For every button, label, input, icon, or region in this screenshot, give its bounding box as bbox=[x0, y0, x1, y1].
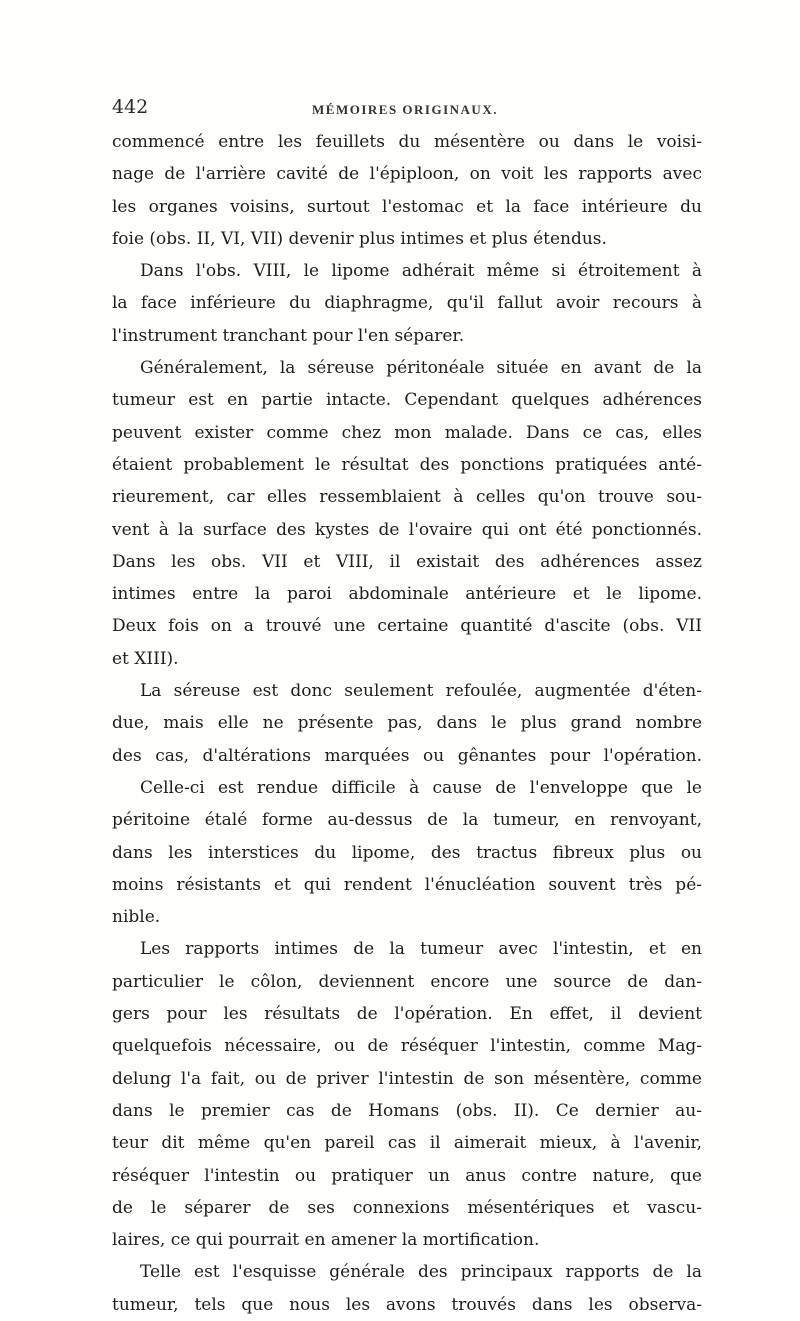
text-line: Les rapports intimes de la tumeur avec l'intestin, et en bbox=[140, 939, 702, 960]
text-line: intimes entre la paroi abdominale antérieure et le lipome. bbox=[112, 584, 702, 605]
text-line: réséquer l'intestin ou pratiquer un anus contre nature, que bbox=[112, 1165, 702, 1186]
text-line: peuvent exister comme chez mon malade. Dans ce cas, elles bbox=[112, 422, 702, 443]
text-line: péritoine étalé forme au-dessus de la tumeur, en renvoyant, bbox=[112, 810, 702, 831]
text-line: étaient probablement le résultat des ponctions pratiquées anté- bbox=[112, 454, 702, 475]
text-line: gers pour les résultats de l'opération. En effet, il devient bbox=[112, 1004, 702, 1025]
text-line: Dans l'obs. VIII, le lipome adhérait même si étroitement à bbox=[140, 261, 702, 282]
text-line: Généralement, la séreuse péritonéale située en avant de la bbox=[140, 358, 702, 379]
text-line: foie (obs. II, VI, VII) devenir plus intimes et plus étendus. bbox=[112, 228, 607, 249]
text-line: rieurement, car elles ressemblaient à celles qu'on trouve sou- bbox=[112, 487, 702, 508]
text-line: quelquefois nécessaire, ou de réséquer l'intestin, comme Mag- bbox=[112, 1036, 702, 1057]
text-line: due, mais elle ne présente pas, dans le plus grand nombre bbox=[112, 713, 702, 734]
text-line: de le séparer de ses connexions mésentériques et vascu- bbox=[112, 1197, 702, 1218]
text-line: delung l'a fait, ou de priver l'intestin de son mésentère, comme bbox=[112, 1068, 702, 1089]
text-line: la face inférieure du diaphragme, qu'il fallut avoir recours à bbox=[112, 293, 702, 314]
text-line: l'instrument tranchant pour l'en séparer. bbox=[112, 325, 465, 346]
text-line: Celle-ci est rendue difficile à cause de l'enveloppe que le bbox=[140, 777, 702, 798]
text-line: La séreuse est donc seulement refoulée, augmentée d'éten- bbox=[140, 681, 702, 702]
text-line: particulier le côlon, deviennent encore une source de dan- bbox=[112, 971, 702, 992]
page-number: 442 bbox=[112, 96, 149, 118]
page-header bbox=[112, 96, 702, 126]
text-line: des cas, d'altérations marquées ou gênantes pour l'opération. bbox=[112, 745, 702, 766]
text-line: Dans les obs. VII et VIII, il existait des adhérences assez bbox=[112, 551, 702, 572]
text-line: dans les interstices du lipome, des tractus fibreux plus ou bbox=[112, 842, 702, 863]
text-line: Telle est l'esquisse générale des principaux rapports de la bbox=[140, 1262, 702, 1283]
text-line: nage de l'arrière cavité de l'épiploon, on voit les rapports avec bbox=[112, 164, 702, 185]
text-line: les organes voisins, surtout l'estomac et la face intérieure du bbox=[112, 196, 702, 217]
text-line: Deux fois on a trouvé une certaine quantité d'ascite (obs. VII bbox=[112, 616, 702, 637]
text-line: teur dit même qu'en pareil cas il aimerait mieux, à l'avenir, bbox=[112, 1133, 702, 1154]
text-line: et XIII). bbox=[112, 648, 179, 669]
text-line: nible. bbox=[112, 907, 161, 928]
text-line: tumeur, tels que nous les avons trouvés dans les observa- bbox=[112, 1294, 702, 1315]
text-line: moins résistants et qui rendent l'énucléation souvent très pé- bbox=[112, 874, 702, 895]
text-line: laires, ce qui pourrait en amener la mortification. bbox=[112, 1230, 540, 1251]
text-line: dans le premier cas de Homans (obs. II). Ce dernier au- bbox=[112, 1100, 702, 1121]
running-title: MÉMOIRES ORIGINAUX. bbox=[312, 102, 498, 117]
body-text bbox=[112, 126, 702, 1321]
text-line: vent à la surface des kystes de l'ovaire qui ont été ponctionnés. bbox=[112, 519, 702, 540]
text-line: tumeur est en partie intacte. Cependant quelques adhérences bbox=[112, 390, 702, 411]
text-line: commencé entre les feuillets du mésentère ou dans le voisi- bbox=[112, 132, 702, 152]
